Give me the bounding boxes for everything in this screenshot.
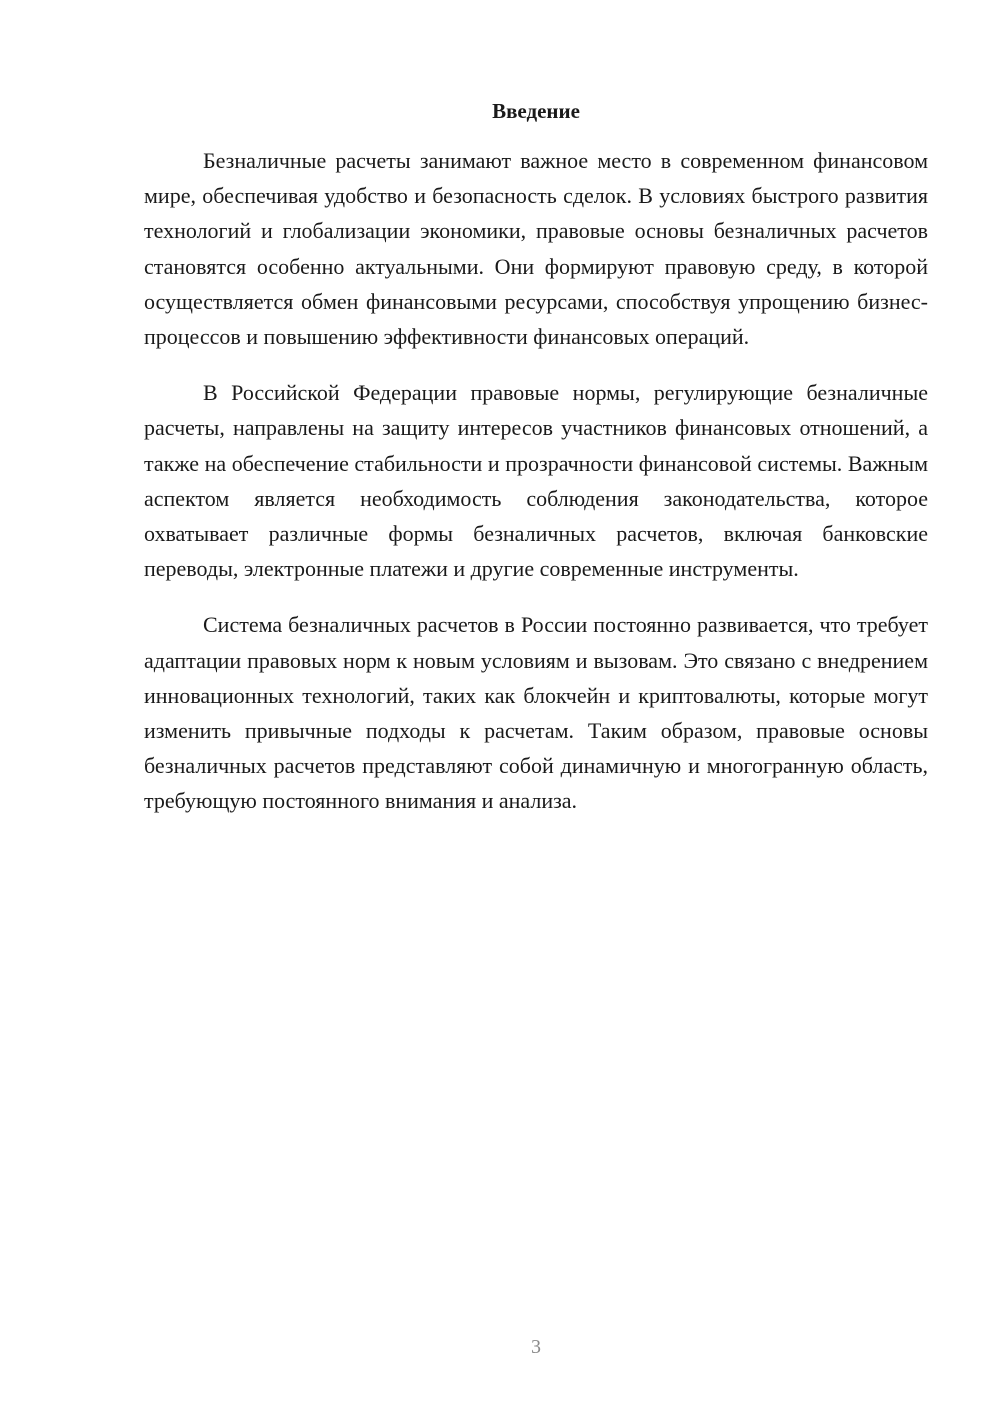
section-title: Введение <box>492 99 580 123</box>
body-text <box>144 143 928 840</box>
paragraph-1: Безналичные расчеты занимают важное место в современном финансовом мире, обеспечивая удобство и безопасность сделок. В условиях быстрого развития технологий и глобализации экономики, правовые основы безналичных расчетов становятся особенно актуальными. Они формируют правовую среду, в которой осуществляется обмен финансовыми ресурсами, способствуя упрощению бизнес-процессов и повышению эффективности финансовых операций. <box>144 148 928 350</box>
page-number: 3 <box>531 1336 541 1358</box>
paragraph-2: В Российской Федерации правовые нормы, регулирующие безналичные расчеты, направлены на защиту интересов участников финансовых отношений, а также на обеспечение стабильности и прозрачности финансовой системы. Важным аспектом является необходимость соблюдения законодательства, которое охватывает различные формы безналичных расчетов, включая банковские переводы, электронные платежи и другие современные инструменты. <box>144 380 928 582</box>
paragraph-3: Система безналичных расчетов в России постоянно развивается, что требует адаптации правовых норм к новым условиям и вызовам. Это связано с внедрением инновационных технологий, таких как блокчейн и криптовалюты, которые могут изменить привычные подходы к расчетам. Таким образом, правовые основы безналичных расчетов представляют собой динамичную и многогранную область, требующую постоянного внимания и анализа. <box>144 612 928 814</box>
